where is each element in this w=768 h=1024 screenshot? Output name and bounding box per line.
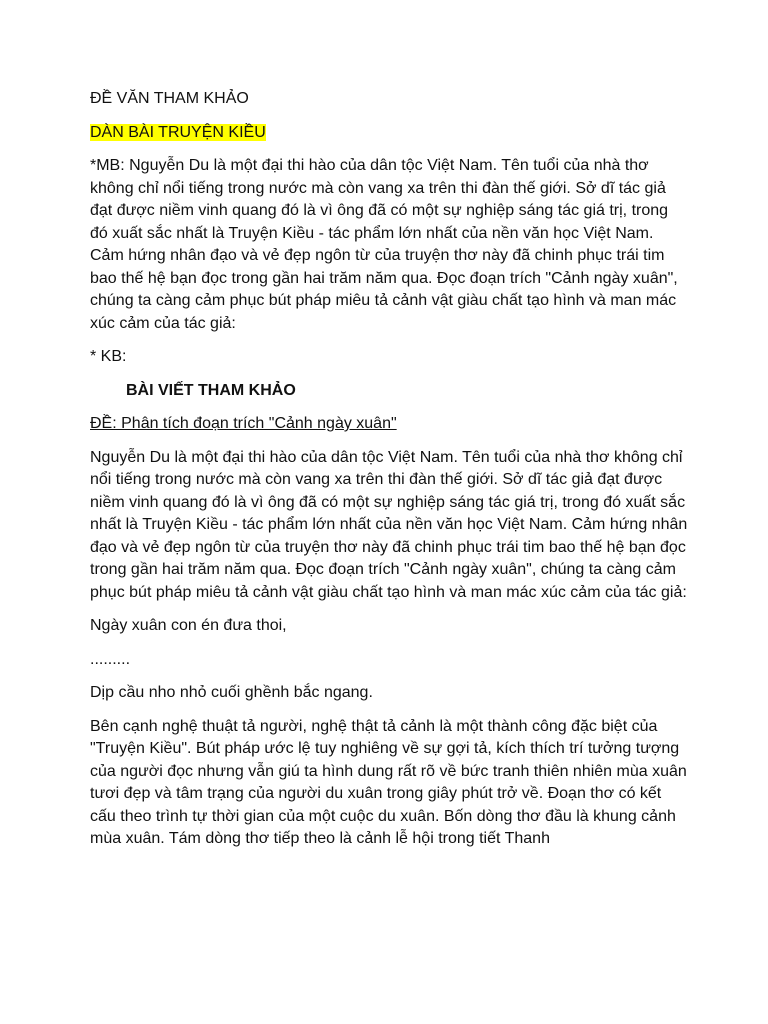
- essay-body: Bên cạnh nghệ thuật tả người, nghệ thật tả cảnh là một thành công đặc biệt của "Truyện Kiều". Bút pháp ước lệ tuy nghiêng về sự gợi tả, kích thích trí tưởng tượng của người đọc nhưng vẫn giú ta hình dung rất rõ về bức tranh thiên nhiên mùa xuân tươi đẹp và tâm trạng của người du xuân trong giây phút trở về. Đoạn thơ có kết cấu theo trình tự thời gian của một cuộc du xuân. Bốn dòng thơ đầu là khung cảnh mùa xuân. Tám dòng thơ tiếp theo là cảnh lễ hội trong tiết Thanh: [90, 717, 687, 847]
- document-heading: ĐỀ VĂN THAM KHẢO: [90, 90, 249, 107]
- poem-ellipsis: .........: [90, 650, 131, 668]
- essay-intro: Nguyễn Du là một đại thi hào của dân tộc Việt Nam. Tên tuổi của nhà thơ không chỉ nổi tiếng trong nước mà còn vang xa trên thi đàn thế giới. Sở dĩ tác giả đạt được niềm vinh quang đó là vì ông đã có một sự nghiệp sáng tác giá trị, trong đó xuất sắc nhất là Truyện Kiều - tác phẩm lớn nhất của nền văn học Việt Nam. Cảm hứng nhân đạo và vẻ đẹp ngôn từ của truyện thơ này đã chinh phục trái tim bao thế hệ bạn đọc trong gần hai trăm năm qua. Đọc đoạn trích "Cảnh ngày xuân", chúng ta càng cảm phục bút pháp miêu tả cảnh vật giàu chất tạo hình và man mác xúc cảm của tác giả:: [90, 448, 688, 601]
- essay-title: BÀI VIẾT THAM KHẢO: [126, 381, 296, 399]
- outline-body: * KB:: [90, 348, 127, 365]
- outline-intro: *MB: Nguyễn Du là một đại thi hào của dân tộc Việt Nam. Tên tuổi của nhà thơ không chỉ nổi tiếng trong nước mà còn vang xa trên thi đàn thế giới. Sở dĩ tác giả đạt được niềm vinh quang đó là vì ông đã có một sự nghiệp sáng tác giá trị, trong đó xuất sắc nhất là Truyện Kiều - tác phẩm lớn nhất của nền văn học Việt Nam. Cảm hứng nhân đạo và vẻ đẹp ngôn từ của truyện thơ này đã chinh phục trái tim bao thế hệ bạn đọc trong gần hai trăm năm qua. Đọc đoạn trích "Cảnh ngày xuân", chúng ta càng cảm phục bút pháp miêu tả cảnh vật giàu chất tạo hình và man mác xúc cảm của tác giả:: [90, 157, 678, 332]
- essay-prompt: ĐỀ: Phân tích đoạn trích "Cảnh ngày xuân": [90, 415, 397, 432]
- outline-title-paragraph: [90, 122, 690, 145]
- essay-prompt-paragraph: [90, 413, 690, 436]
- document-page: [90, 88, 690, 862]
- poem-last-line: Dịp cầu nho nhỏ cuối ghềnh bắc ngang.: [90, 684, 373, 701]
- poem-first-line: Ngày xuân con én đưa thoi,: [90, 617, 287, 634]
- outline-title: DÀN BÀI TRUYỆN KIỀU: [90, 123, 266, 141]
